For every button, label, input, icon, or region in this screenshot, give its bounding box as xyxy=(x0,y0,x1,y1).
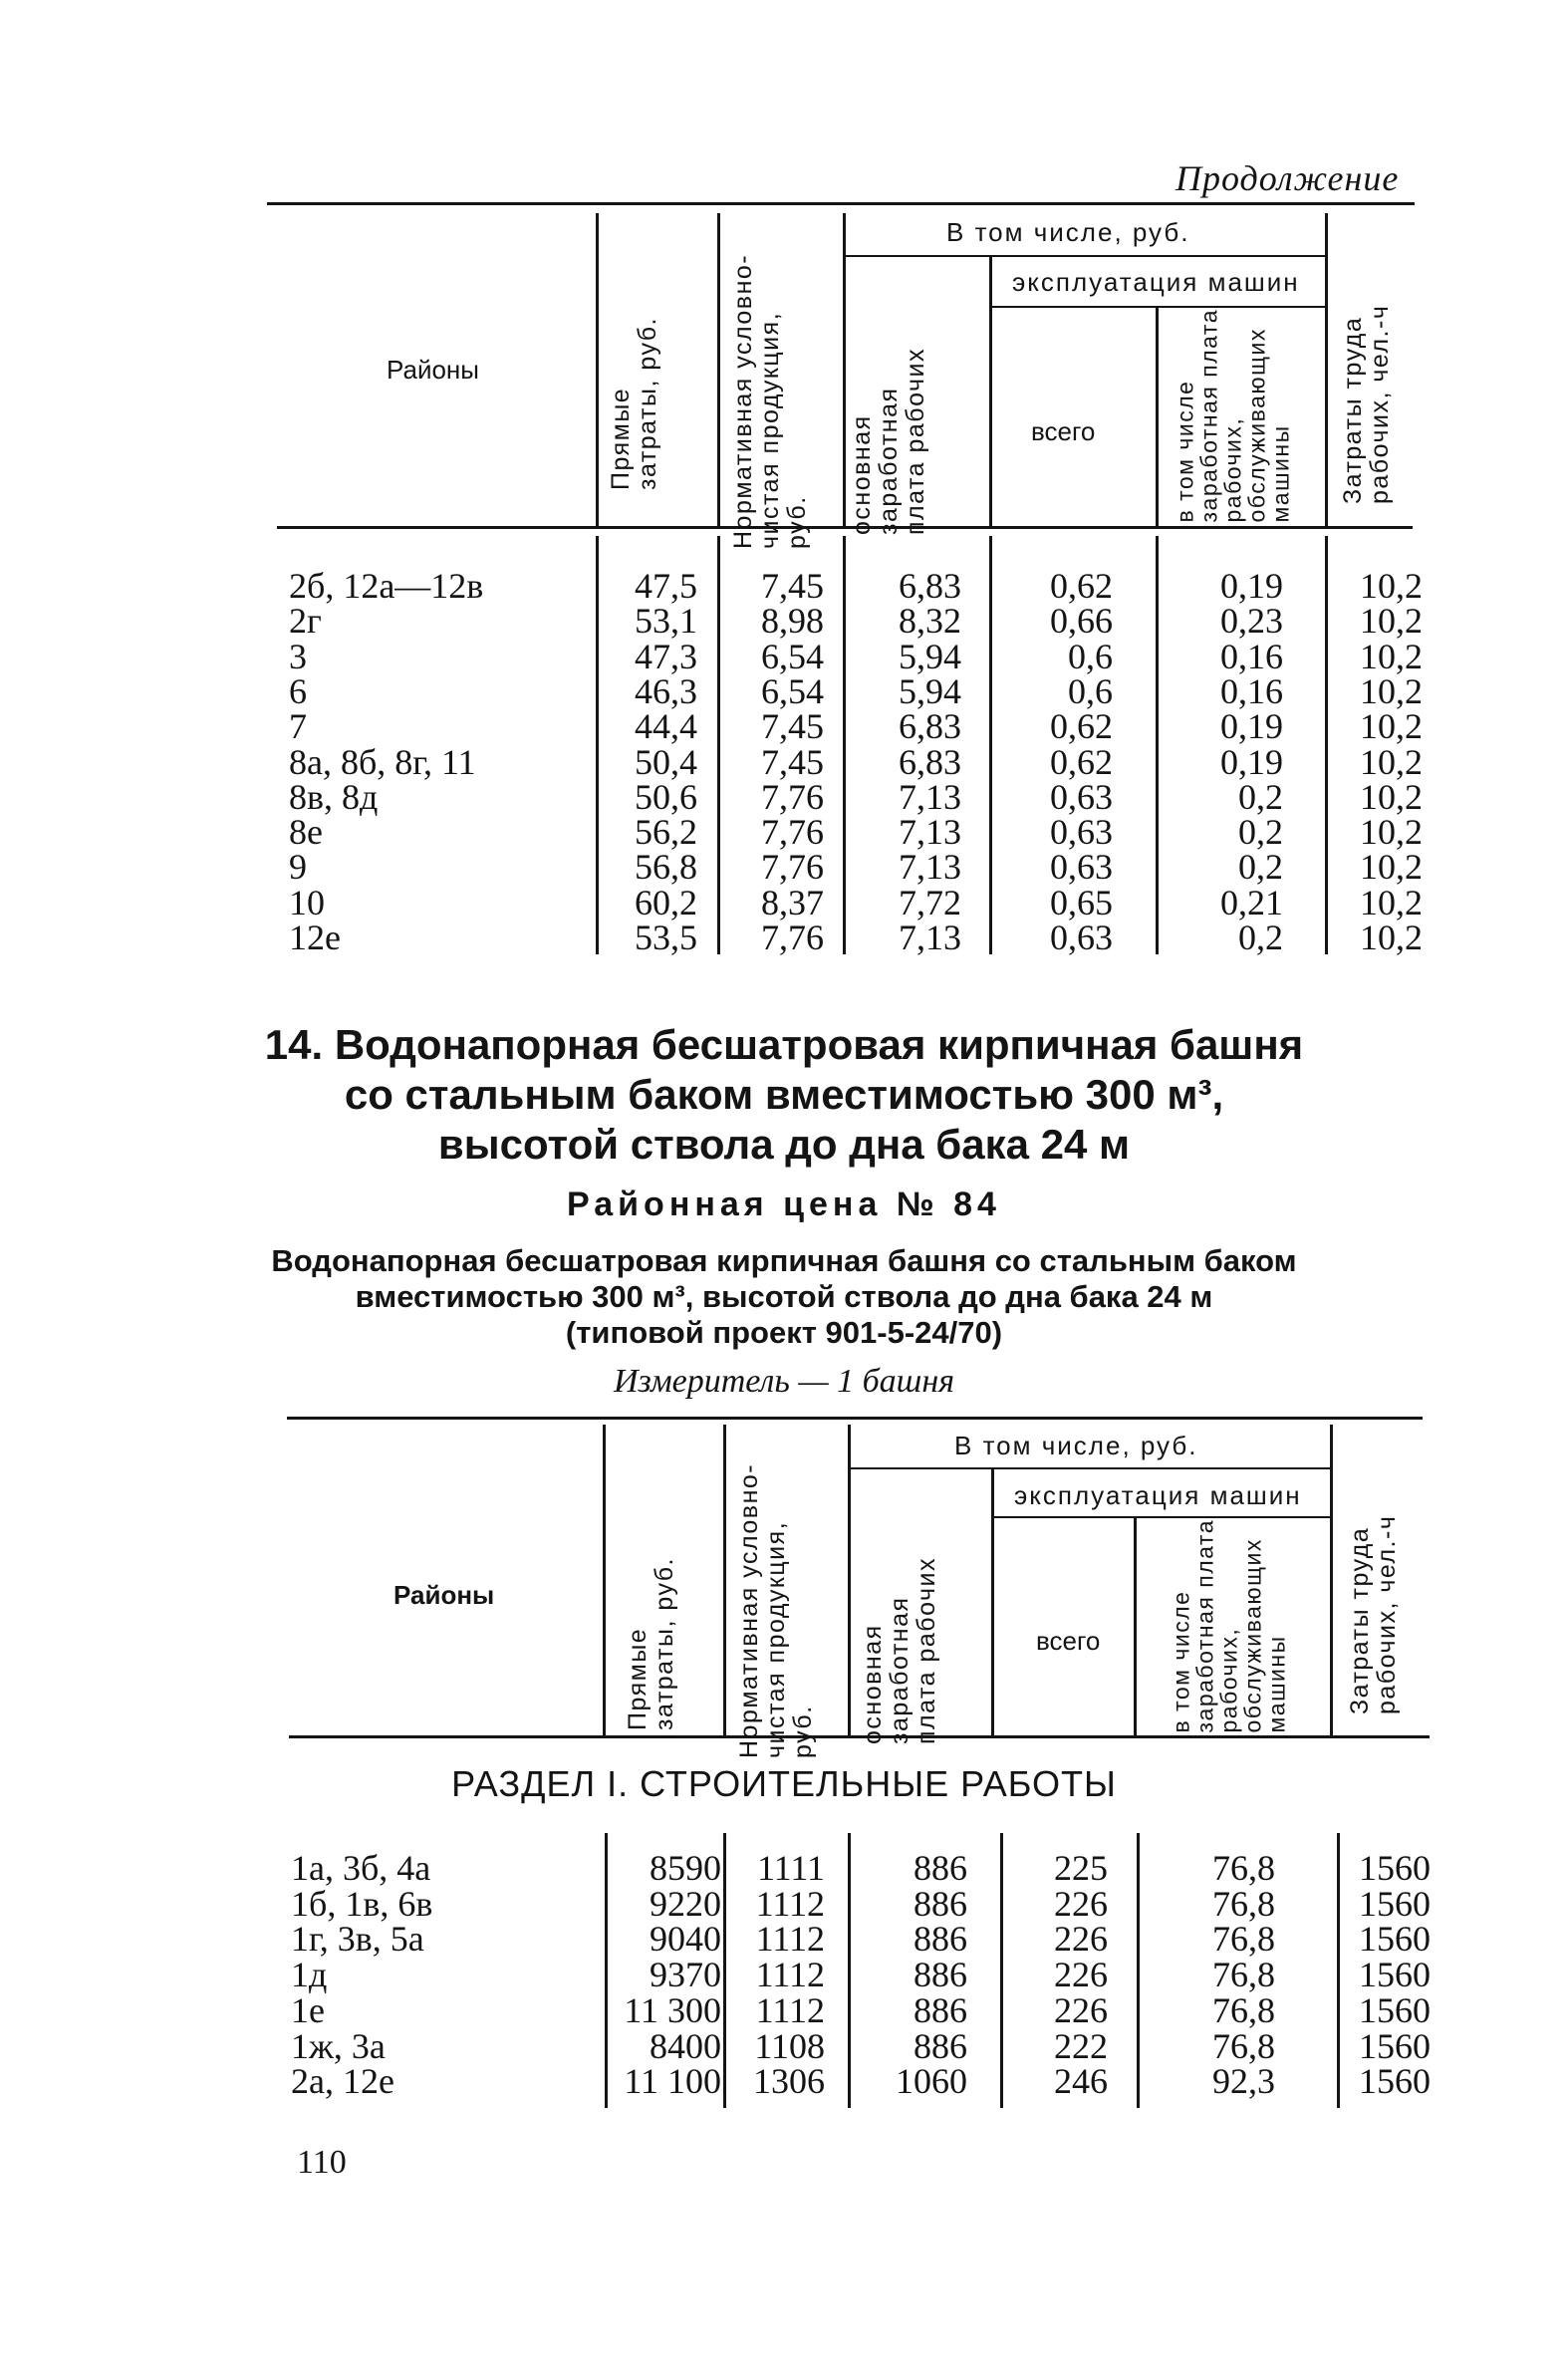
t2-hv4 xyxy=(991,1469,994,1735)
t1-bv2 xyxy=(717,536,720,954)
cell-norm: 7,45 xyxy=(761,566,824,606)
t1-bv4 xyxy=(989,536,992,954)
cell-total: 0,62 xyxy=(1050,566,1113,606)
t1-head-base: основная заработная плата рабочих xyxy=(848,348,929,535)
t2-head-incl: В том числе, руб. xyxy=(954,1431,1198,1460)
t1-head-incl-pay: в том числе заработная плата рабочих, обслуживающих машины xyxy=(1172,309,1294,523)
cell-total: 0,63 xyxy=(1050,847,1113,888)
cell-labor: 10,2 xyxy=(1360,636,1423,676)
cell-labor: 10,2 xyxy=(1360,882,1423,922)
t2-hv3 xyxy=(848,1425,851,1735)
cell-direct: 56,8 xyxy=(635,847,697,888)
cell-base: 5,94 xyxy=(899,636,961,676)
cell-base: 7,13 xyxy=(899,847,961,888)
t1-hv2 xyxy=(717,213,720,526)
cell-pay: 0,19 xyxy=(1220,741,1283,782)
cell-base: 1060 xyxy=(896,2061,967,2102)
cell-labor: 10,2 xyxy=(1360,601,1423,642)
cell-base: 886 xyxy=(914,1919,967,1960)
cell-base: 7,72 xyxy=(899,882,961,922)
cell-direct: 53,5 xyxy=(635,918,697,957)
cell-total: 226 xyxy=(1054,1883,1108,1924)
cell-district: 1а, 3б, 4а xyxy=(291,1848,431,1888)
t1-head-district: Районы xyxy=(387,355,479,385)
cell-norm: 6,54 xyxy=(761,670,824,711)
cell-norm: 7,76 xyxy=(761,776,824,817)
section-heading: РАЗДЕЛ I. СТРОИТЕЛЬНЫЕ РАБОТЫ xyxy=(451,1763,1117,1804)
cell-district: 1г, 3в, 5а xyxy=(291,1919,424,1960)
cell-pay: 0,16 xyxy=(1220,636,1283,676)
cell-base: 5,94 xyxy=(899,670,961,711)
cell-pay: 76,8 xyxy=(1212,1989,1275,2030)
cell-pay: 76,8 xyxy=(1212,2025,1275,2066)
cell-direct: 53,1 xyxy=(635,601,697,642)
t2-head-incl-pay: в том числе заработная плата рабочих, обслуживающих машины xyxy=(1168,1519,1290,1733)
cell-district: 1б, 1в, 6в xyxy=(291,1883,433,1924)
cell-total: 222 xyxy=(1054,2025,1108,2066)
cell-direct: 8590 xyxy=(650,1848,721,1888)
t1-head-incl: В том числе, руб. xyxy=(946,217,1190,247)
t2-head-labor: Затраты труда рабочих, чел.-ч xyxy=(1346,1514,1401,1714)
subtitle-line2: вместимостью 300 м³, высотой ствола до дна бака 24 м xyxy=(355,1279,1213,1314)
cell-pay: 0,2 xyxy=(1238,847,1283,888)
t1-hv1 xyxy=(596,213,599,526)
cell-total: 0,6 xyxy=(1068,636,1113,676)
cell-labor: 10,2 xyxy=(1360,566,1423,606)
cell-total: 226 xyxy=(1054,1955,1108,1995)
cell-pay: 92,3 xyxy=(1212,2061,1275,2102)
cell-labor: 1560 xyxy=(1359,2025,1431,2066)
t1-hv4 xyxy=(989,257,992,526)
cell-pay: 0,16 xyxy=(1220,670,1283,711)
cell-base: 7,13 xyxy=(899,918,961,957)
cell-direct: 50,6 xyxy=(635,776,697,817)
cell-base: 886 xyxy=(914,1848,967,1888)
t1-bv3 xyxy=(843,536,846,954)
t1-bv1 xyxy=(596,536,599,954)
cell-district: 2г xyxy=(289,601,322,642)
cell-pay: 76,8 xyxy=(1212,1919,1275,1960)
section-title-line1: 14. Водонапорная бесшатровая кирпичная башня xyxy=(264,1021,1304,1068)
subtitle-line1: Водонапорная бесшатровая кирпичная башня со стальным баком xyxy=(271,1243,1297,1278)
cell-labor: 1560 xyxy=(1359,1848,1431,1888)
cell-labor: 1560 xyxy=(1359,1955,1431,1995)
cell-district: 1д xyxy=(291,1955,328,1995)
cell-base: 886 xyxy=(914,1989,967,2030)
table2-top-rule xyxy=(287,1417,1423,1420)
t2-bv2 xyxy=(723,1833,726,2108)
continuation-label: Продолжение xyxy=(1176,158,1400,198)
cell-total: 0,6 xyxy=(1068,670,1113,711)
cell-norm: 1112 xyxy=(755,1989,825,2030)
cell-district: 8е xyxy=(289,812,323,853)
cell-pay: 0,19 xyxy=(1220,706,1283,747)
cell-direct: 9220 xyxy=(650,1883,721,1924)
t2-bv1 xyxy=(605,1833,608,2108)
cell-norm: 1108 xyxy=(754,2025,825,2066)
cell-total: 0,63 xyxy=(1050,918,1113,957)
cell-pay: 76,8 xyxy=(1212,1848,1275,1888)
t1-head-labor: Затраты труда рабочих, чел.-ч xyxy=(1339,304,1394,504)
cell-direct: 44,4 xyxy=(635,706,697,747)
cell-pay: 76,8 xyxy=(1212,1883,1275,1924)
cell-norm: 8,37 xyxy=(761,882,824,922)
t2-head-normative: Нормативная условно-чистая продукция, руб. xyxy=(735,1462,817,1758)
t2-bv3 xyxy=(848,1833,851,2108)
cell-base: 7,13 xyxy=(899,776,961,817)
t2-hv2 xyxy=(723,1425,726,1735)
cell-pay: 0,2 xyxy=(1238,812,1283,853)
cell-district: 8а, 8б, 8г, 11 xyxy=(289,741,476,782)
table2-incl-rule xyxy=(850,1467,1330,1469)
t1-head-machines: эксплуатация машин xyxy=(1012,267,1300,297)
cell-district: 7 xyxy=(289,706,307,747)
cell-labor: 10,2 xyxy=(1360,812,1423,853)
t2-bv6 xyxy=(1337,1833,1340,2108)
cell-district: 10 xyxy=(289,882,325,922)
table1-top-rule xyxy=(267,202,1415,205)
cell-base: 886 xyxy=(914,1883,967,1924)
cell-pay: 0,19 xyxy=(1220,566,1283,606)
cell-direct: 47,3 xyxy=(635,636,697,676)
cell-direct: 60,2 xyxy=(635,882,697,922)
cell-direct: 50,4 xyxy=(635,741,697,782)
cell-pay: 0,21 xyxy=(1220,882,1283,922)
cell-district: 1ж, 3а xyxy=(291,2025,386,2066)
table1-incl-rule xyxy=(845,255,1325,257)
cell-labor: 1560 xyxy=(1359,2061,1431,2102)
cell-total: 0,65 xyxy=(1050,882,1113,922)
cell-direct: 46,3 xyxy=(635,670,697,711)
cell-pay: 76,8 xyxy=(1212,1955,1275,1995)
cell-norm: 7,45 xyxy=(761,706,824,747)
cell-norm: 7,76 xyxy=(761,847,824,888)
cell-labor: 10,2 xyxy=(1360,776,1423,817)
t2-bv5 xyxy=(1137,1833,1140,2108)
t1-head-direct: Прямые затраты, руб. xyxy=(607,316,661,490)
cell-norm: 8,98 xyxy=(761,601,824,642)
t1-head-total: всего xyxy=(1031,416,1096,446)
cell-base: 886 xyxy=(914,2025,967,2066)
cell-district: 2б, 12а—12в xyxy=(289,566,484,606)
cell-total: 0,63 xyxy=(1050,776,1113,817)
subtitle-line3: (типовой проект 901-5-24/70) xyxy=(565,1315,1003,1350)
cell-labor: 1560 xyxy=(1359,1989,1431,2030)
cell-norm: 7,76 xyxy=(761,918,824,957)
t1-bv5 xyxy=(1156,536,1159,954)
t2-hv5 xyxy=(1134,1518,1137,1735)
cell-total: 226 xyxy=(1054,1919,1108,1960)
t2-head-machines: эксплуатация машин xyxy=(1014,1480,1302,1510)
cell-direct: 11 300 xyxy=(624,1989,721,2030)
cell-labor: 10,2 xyxy=(1360,741,1423,782)
cell-direct: 56,2 xyxy=(635,812,697,853)
cell-district: 6 xyxy=(289,670,307,711)
cell-pay: 0,2 xyxy=(1238,918,1283,957)
cell-base: 6,83 xyxy=(899,741,961,782)
section-title-line2: со стальным баком вместимостью 300 м³, xyxy=(344,1071,1224,1118)
cell-direct: 8400 xyxy=(650,2025,721,2066)
cell-direct: 9040 xyxy=(650,1919,721,1960)
cell-direct: 9370 xyxy=(650,1955,721,1995)
cell-district: 1е xyxy=(291,1989,325,2030)
cell-direct: 11 100 xyxy=(624,2061,721,2102)
price-number: Районная цена № 84 xyxy=(567,1185,1001,1223)
cell-district: 2а, 12е xyxy=(291,2061,394,2102)
cell-labor: 1560 xyxy=(1359,1883,1431,1924)
cell-total: 0,62 xyxy=(1050,741,1113,782)
cell-total: 0,66 xyxy=(1050,601,1113,642)
cell-norm: 1112 xyxy=(755,1883,825,1924)
t1-hv6 xyxy=(1325,213,1328,526)
cell-total: 0,62 xyxy=(1050,706,1113,747)
measure-unit: Измеритель — 1 башня xyxy=(613,1363,955,1400)
cell-labor: 10,2 xyxy=(1360,670,1423,711)
cell-pay: 0,23 xyxy=(1220,601,1283,642)
cell-labor: 1560 xyxy=(1359,1919,1431,1960)
cell-total: 226 xyxy=(1054,1989,1108,2030)
cell-norm: 1306 xyxy=(753,2061,825,2102)
t1-hv5 xyxy=(1156,308,1159,526)
cell-labor: 10,2 xyxy=(1360,918,1423,957)
cell-total: 246 xyxy=(1054,2061,1108,2102)
t1-bv6 xyxy=(1325,536,1328,954)
cell-norm: 7,45 xyxy=(761,741,824,782)
cell-norm: 7,76 xyxy=(761,812,824,853)
t2-head-district: Районы xyxy=(393,1580,495,1610)
cell-pay: 0,2 xyxy=(1238,776,1283,817)
cell-total: 225 xyxy=(1054,1848,1108,1888)
section-title-line3: высотой ствола до дна бака 24 м xyxy=(437,1121,1131,1168)
cell-base: 6,83 xyxy=(899,566,961,606)
cell-district: 3 xyxy=(289,636,307,676)
cell-base: 7,13 xyxy=(899,812,961,853)
cell-labor: 10,2 xyxy=(1360,847,1423,888)
t2-bv4 xyxy=(1000,1833,1003,2108)
t2-head-total: всего xyxy=(1036,1626,1101,1656)
cell-base: 8,32 xyxy=(899,601,961,642)
t1-head-normative: Нормативная условно-чистая продукция, руб. xyxy=(729,253,811,549)
table1-header-rule xyxy=(277,526,1413,529)
cell-district: 12е xyxy=(289,918,341,957)
cell-base: 886 xyxy=(914,1955,967,1995)
cell-norm: 1112 xyxy=(755,1955,825,1995)
cell-district: 9 xyxy=(289,847,307,888)
cell-labor: 10,2 xyxy=(1360,706,1423,747)
t1-hv3 xyxy=(843,213,846,526)
cell-district: 8в, 8д xyxy=(289,776,379,817)
t2-hv6 xyxy=(1330,1425,1333,1735)
cell-norm: 1112 xyxy=(755,1919,825,1960)
t2-head-base: основная заработная плата рабочих xyxy=(859,1557,940,1744)
cell-total: 0,63 xyxy=(1050,812,1113,853)
cell-norm: 1111 xyxy=(757,1848,825,1888)
t2-head-direct: Прямые затраты, руб. xyxy=(624,1556,678,1730)
cell-base: 6,83 xyxy=(899,706,961,747)
t2-hv1 xyxy=(603,1425,606,1735)
cell-norm: 6,54 xyxy=(761,636,824,676)
page-number: 110 xyxy=(297,2144,347,2181)
cell-direct: 47,5 xyxy=(635,566,697,606)
